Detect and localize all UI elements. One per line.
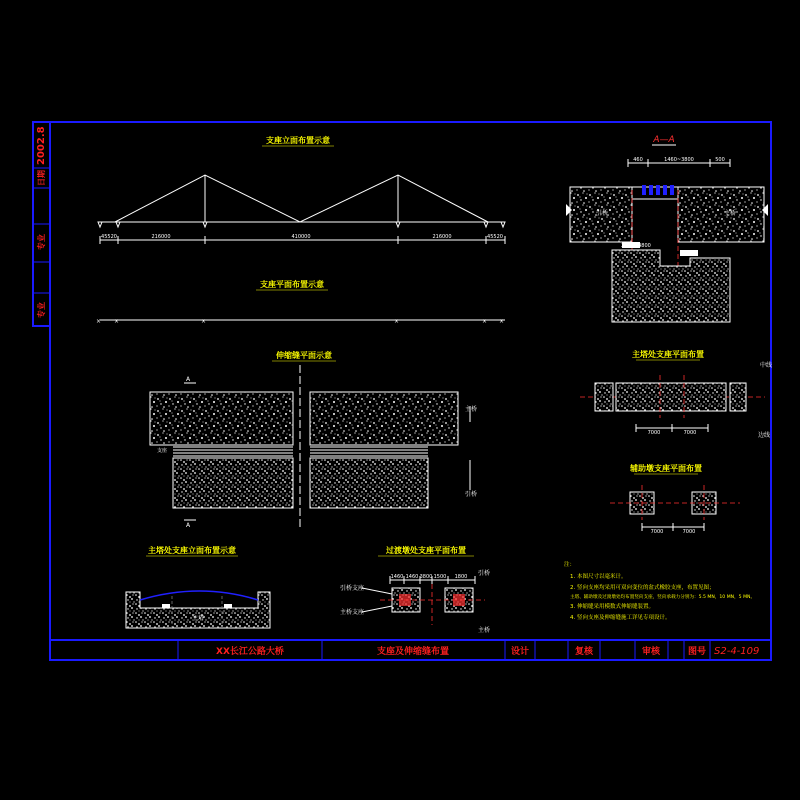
section-main-deck <box>678 187 764 242</box>
tower-plan-dim-2: 7000 <box>683 430 697 436</box>
tower-plan-top-label: 中线 <box>760 362 773 369</box>
label-approach-bridge: 引桥 <box>465 491 478 498</box>
section-right-label: 主桥 <box>724 210 737 217</box>
aux-plan-dim-1: 7000 <box>650 529 664 535</box>
note-2b: 主塔、辅助墩及过渡墩处均布置竖向支座，竖向承载力分别为：5.5 MN，10 MN，5 MN。 <box>570 595 756 600</box>
tower-elev-girder <box>140 591 258 600</box>
elev-dim-4: 216000 <box>432 234 452 240</box>
side-label-major-2: 专业 <box>37 302 46 318</box>
title-drawing: 支座及伸缩缝布置 <box>376 647 450 657</box>
note-2: 2. 竖向支座均采用可双向变位的盆式橡胶支座，布置见图； <box>570 585 715 591</box>
title-drawno-label: 图号 <box>687 647 707 657</box>
trans-bearing-a: 引桥支座 <box>340 585 365 592</box>
tower-plan-dim-1: 7000 <box>647 430 661 436</box>
side-mark: 支座 <box>157 448 168 454</box>
elev-dim-1: 45520 <box>101 234 117 240</box>
elev-dim-3: 410000 <box>291 234 311 240</box>
cut-a-bottom: A <box>186 522 191 529</box>
svg-text:×: × <box>394 318 400 325</box>
trans-dim-1: 1460 <box>390 574 404 580</box>
tower-elev-title: 主塔处支座立面布置示意 <box>148 546 236 555</box>
elevation-supports <box>98 222 505 227</box>
transition-plan-title: 过渡墩处支座平面布置 <box>386 546 466 555</box>
deck-slab-right <box>310 392 458 445</box>
deck-slab-left <box>150 392 293 445</box>
section-dim-2: 1460~3800 <box>664 157 694 163</box>
trans-dim-3: 3800 <box>419 574 433 580</box>
tower-elevation <box>126 545 270 628</box>
side-label-date: 日期 <box>37 170 46 186</box>
trans-dim-4: 1500 <box>433 574 447 580</box>
section-dim-1: 460 <box>633 157 643 163</box>
section-bottom-dim: 2760~4800 <box>621 243 651 249</box>
cut-a-top: A <box>186 376 191 383</box>
trans-bearing-b: 主桥支座 <box>340 609 365 616</box>
elev-dim-2: 216000 <box>151 234 171 240</box>
transition-bearing-plan <box>340 545 490 634</box>
tower-plan-block-main <box>616 383 726 411</box>
plan-title: 支座平面布置示意 <box>260 280 324 289</box>
expansion-plan-title: 伸缩缝平面示意 <box>276 351 332 360</box>
note-1: 1. 本图尺寸以毫米计。 <box>570 574 627 580</box>
title-block <box>50 640 771 660</box>
aux-bearing-plan <box>610 463 740 535</box>
trans-dim-5: 1800 <box>454 574 468 580</box>
note-3: 3. 伸缩缝采用模数式伸缩缝装置。 <box>570 604 654 610</box>
trans-dim-2: 1460 <box>405 574 419 580</box>
label-main-bridge: 主桥 <box>465 406 478 413</box>
side-label-major: 专业 <box>37 234 46 250</box>
section-left-label: 引桥 <box>596 210 609 217</box>
title-design: 设计 <box>510 647 530 657</box>
section-a-a <box>566 135 768 322</box>
trans-right-bottom: 主桥 <box>478 627 491 634</box>
elev-dim-5: 45520 <box>487 234 503 240</box>
section-title: A—A <box>653 135 675 145</box>
svg-text:×: × <box>96 318 102 325</box>
title-drawno: S2-4-109 <box>714 646 760 657</box>
section-dim-3: 500 <box>715 157 725 163</box>
tower-plan-title: 主塔处支座平面布置 <box>632 350 704 359</box>
title-approve: 审核 <box>641 647 661 657</box>
note-4: 4. 竖向支座及伸缩缝施工详见专项设计。 <box>570 615 671 621</box>
tower-elev-label: 主塔 <box>192 615 205 622</box>
side-date-value: 2002.8 <box>36 126 47 165</box>
svg-text:×: × <box>499 318 505 325</box>
tower-plan-block-left <box>595 383 613 411</box>
joint-lines-right <box>310 447 428 456</box>
section-bearing-right <box>680 250 698 256</box>
elevation-title: 支座立面布置示意 <box>266 136 330 145</box>
notes-header: 注： <box>564 562 576 568</box>
plan-view <box>96 279 505 325</box>
title-review: 复核 <box>574 647 594 657</box>
tower-bearing-plan <box>580 349 772 439</box>
aux-plan-title: 辅助墩支座平面布置 <box>630 464 702 473</box>
section-pier-cap <box>612 250 730 322</box>
expansion-joint-plan <box>150 350 477 530</box>
elevation-view <box>98 135 505 244</box>
approach-slab-right <box>310 458 428 508</box>
svg-text:×: × <box>201 318 207 325</box>
joint-lines-left <box>173 447 293 456</box>
notes <box>564 560 755 621</box>
tower-plan-block-right <box>730 383 746 411</box>
trans-right-top: 引桥 <box>478 570 491 577</box>
aux-plan-dim-2: 7000 <box>682 529 696 535</box>
svg-text:×: × <box>114 318 120 325</box>
tower-plan-bottom-label: 边线 <box>758 432 771 439</box>
title-project: XX长江公路大桥 <box>216 647 284 657</box>
svg-text:×: × <box>482 318 488 325</box>
approach-slab-left <box>173 458 293 508</box>
